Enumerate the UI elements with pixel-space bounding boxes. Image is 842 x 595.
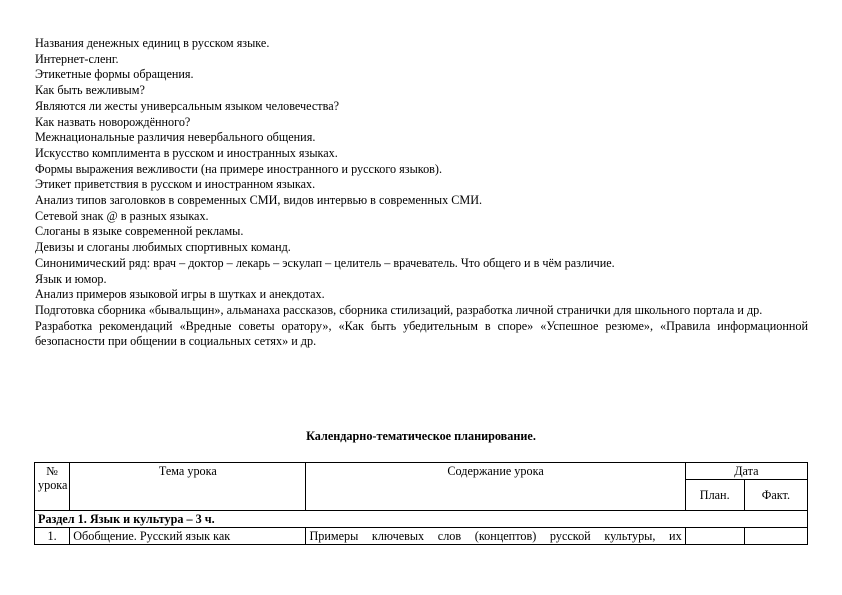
header-lesson-number: № урока <box>35 463 70 511</box>
topic-item: Этикет приветствия в русском и иностранном языках. <box>35 177 316 192</box>
topic-item: Как быть вежливым? <box>35 83 145 98</box>
lesson-number: 1. <box>35 528 70 545</box>
planning-table <box>34 462 808 545</box>
topic-item: Искусство комплимента в русском и иностранных языках. <box>35 145 338 160</box>
topic-item: Язык и юмор. <box>35 271 107 286</box>
topic-list <box>35 36 808 350</box>
header-content: Содержание урока <box>306 463 685 511</box>
topic-item: Подготовка сборника «бывальщин», альманаха рассказов, сборника стилизаций, разработка личной странички для школьного портала и др. <box>35 302 763 317</box>
table-header-row <box>35 463 808 480</box>
topic-item: Названия денежных единиц в русском языке. <box>35 36 270 50</box>
lesson-topic: Обобщение. Русский язык как <box>70 528 306 545</box>
lesson-plan-date <box>685 528 744 545</box>
topic-item: Девизы и слоганы любимых спортивных команд. <box>35 240 291 255</box>
header-fact: Факт. <box>744 480 807 511</box>
section-row <box>35 511 808 528</box>
topic-item: Интернет-сленг. <box>35 51 119 66</box>
topic-item: Анализ примеров языковой игры в шутках и анекдотах. <box>35 287 325 302</box>
header-topic: Тема урока <box>70 463 306 511</box>
topic-item: Как назвать новорождённого? <box>35 114 191 129</box>
topic-item: Разработка рекомендаций «Вредные советы оратору», «Как быть убедительным в споре» «Успешное резюме», «Правила информационной безопасности при общении в социальных сетях» и др. <box>35 318 808 349</box>
table-row <box>35 528 808 545</box>
topic-item: Синонимический ряд: врач – доктор – лекарь – эскулап – целитель – врачеватель. Что общего и в чём различие. <box>35 255 615 270</box>
topic-item: Являются ли жесты универсальным языком человечества? <box>35 98 340 113</box>
topic-item: Этикетные формы обращения. <box>35 67 194 82</box>
topic-item: Слоганы в языке современной рекламы. <box>35 224 244 239</box>
topic-item: Сетевой знак @ в разных языках. <box>35 208 209 223</box>
header-date: Дата <box>685 463 807 480</box>
header-plan: План. <box>685 480 744 511</box>
lesson-content: Примеры ключевых слов (концептов) русской культуры, их <box>306 528 685 545</box>
lesson-fact-date <box>744 528 807 545</box>
topic-item: Анализ типов заголовков в современных СМИ, видов интервью в современных СМИ. <box>35 193 483 208</box>
topic-item: Межнациональные различия невербального общения. <box>35 130 316 145</box>
section-title: Раздел 1. Язык и культура – 3 ч. <box>35 511 808 528</box>
topic-item: Формы выражения вежливости (на примере иностранного и русского языков). <box>35 161 443 176</box>
plan-heading: Календарно-тематическое планирование. <box>306 429 536 443</box>
